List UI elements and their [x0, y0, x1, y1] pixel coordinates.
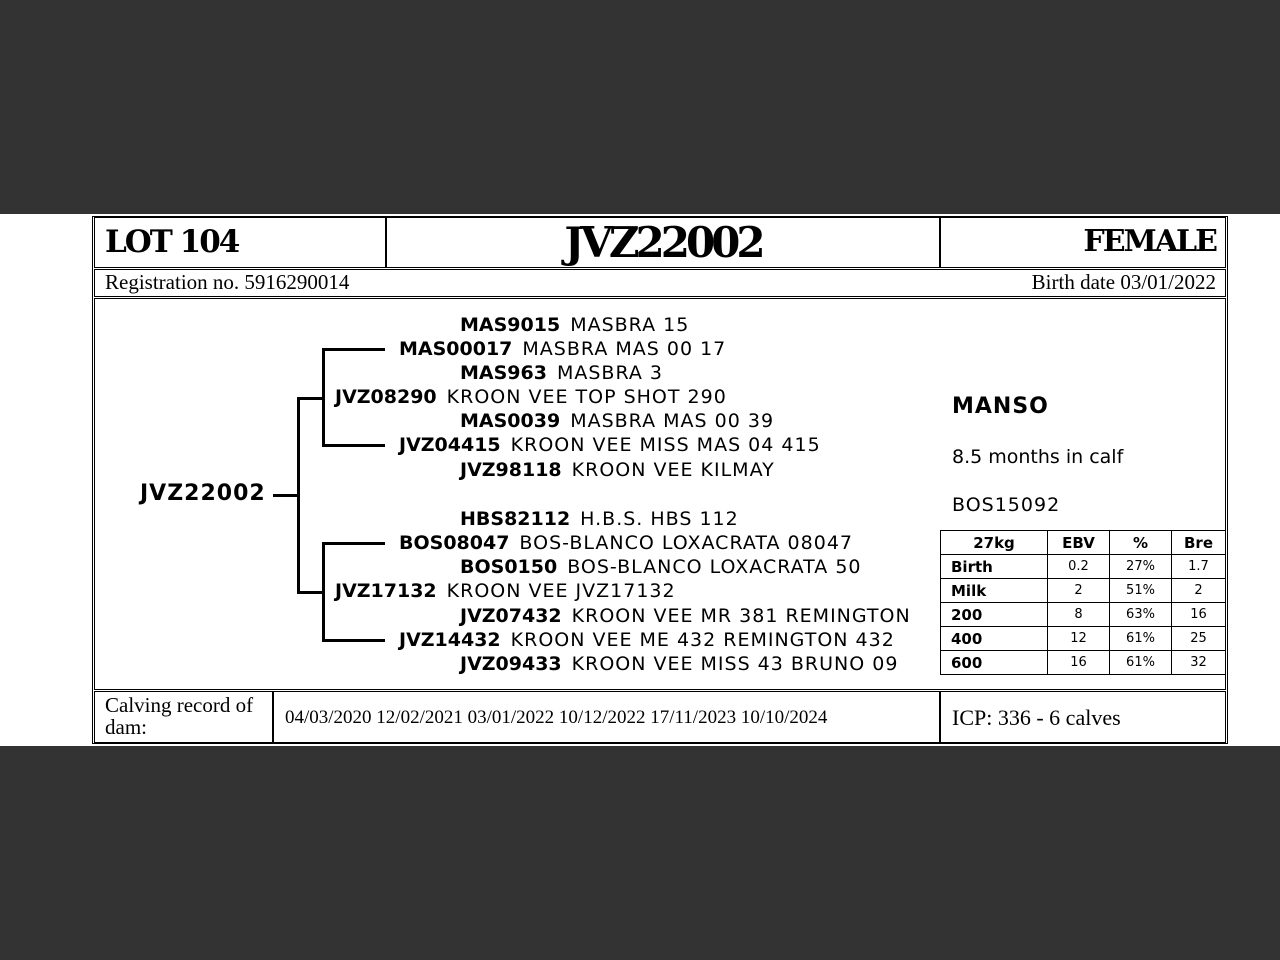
ebv-header-row [941, 531, 1226, 555]
sex-label: FEMALE [1083, 224, 1216, 259]
pedigree-entry: JVZ14432 KROON VEE ME 432 REMINGTON 432 [399, 629, 895, 651]
table-row [941, 627, 1226, 651]
pedigree-entry: MAS963 MASBRA 3 [460, 362, 664, 384]
ebv-trait: Birth [941, 555, 1048, 579]
registration-number: Registration no. 5916290014 [105, 270, 350, 294]
ebv-percent: 63% [1110, 603, 1172, 627]
ebv-percent: 51% [1110, 579, 1172, 603]
ebv-header-pct: % [1110, 531, 1172, 555]
ebv-trait: Milk [941, 579, 1048, 603]
pregnancy-status: 8.5 months in calf [952, 446, 1124, 468]
ebv-bre: 2 [1172, 579, 1226, 603]
sire-dam-bracket [297, 397, 300, 593]
sire-connector [297, 397, 323, 400]
ebv-percent: 27% [1110, 555, 1172, 579]
pedigree-entry: JVZ09433 KROON VEE MISS 43 BRUNO 09 [460, 653, 899, 675]
dam-sire-connector [322, 542, 385, 545]
ebv-trait: 400 [941, 627, 1048, 651]
table-row [941, 603, 1226, 627]
lot-sheet [0, 214, 1280, 746]
pedigree-entry: MAS9015 MASBRA 15 [460, 314, 690, 336]
icp-summary: ICP: 336 - 6 calves [952, 705, 1121, 730]
ebv-value: 12 [1048, 627, 1110, 651]
service-bull-name: MANSO [952, 394, 1049, 419]
calving-dates: 04/03/2020 12/02/2021 03/01/2022 10/12/2022 17/11/2023 10/10/2024 [285, 707, 828, 728]
ebv-trait: 600 [941, 651, 1048, 675]
pedigree-entry: HBS82112 H.B.S. HBS 112 [460, 508, 739, 530]
ebv-bre: 1.7 [1172, 555, 1226, 579]
sire-bracket [322, 348, 325, 446]
ebv-bre: 25 [1172, 627, 1226, 651]
pedigree-root: JVZ22002 [140, 481, 266, 506]
pedigree-entry: BOS08047 BOS-BLANCO LOXACRATA 08047 [399, 532, 854, 554]
sire-dam-connector [322, 444, 385, 447]
ebv-value: 8 [1048, 603, 1110, 627]
animal-id-title: JVZ22002 [564, 218, 762, 267]
ebv-bre: 32 [1172, 651, 1226, 675]
ebv-table [940, 530, 1226, 675]
dam-dam-connector [322, 639, 385, 642]
pedigree-entry: BOS0150 BOS-BLANCO LOXACRATA 50 [460, 556, 862, 578]
ebv-bre: 16 [1172, 603, 1226, 627]
pedigree-entry: JVZ04415 KROON VEE MISS MAS 04 415 [399, 434, 821, 456]
dam-connector [297, 591, 323, 594]
ebv-percent: 61% [1110, 651, 1172, 675]
dam-bracket [322, 542, 325, 641]
service-sire-code: BOS15092 [952, 494, 1061, 516]
ebv-header-bre: Bre [1172, 531, 1226, 555]
ebv-header-ebv: EBV [1048, 531, 1110, 555]
pedigree-entry: MAS0039 MASBRA MAS 00 39 [460, 410, 775, 432]
ebv-trait: 200 [941, 603, 1048, 627]
calving-record-label: Calving record of dam: [105, 693, 254, 739]
ebv-value: 0.2 [1048, 555, 1110, 579]
pedigree-entry: JVZ08290 KROON VEE TOP SHOT 290 [335, 386, 727, 408]
ebv-percent: 61% [1110, 627, 1172, 651]
pedigree-entry: MAS00017 MASBRA MAS 00 17 [399, 338, 727, 360]
sire-sire-connector [322, 348, 385, 351]
table-row [941, 651, 1226, 675]
ebv-header-weight: 27kg [941, 531, 1048, 555]
ebv-value: 2 [1048, 579, 1110, 603]
ebv-value: 16 [1048, 651, 1110, 675]
table-row [941, 555, 1226, 579]
birth-date: Birth date 03/01/2022 [1031, 270, 1216, 294]
pedigree-entry: JVZ17132 KROON VEE JVZ17132 [335, 580, 676, 602]
root-connector [273, 494, 297, 497]
table-row [941, 579, 1226, 603]
pedigree-entry: JVZ98118 KROON VEE KILMAY [460, 459, 775, 481]
lot-number: LOT 104 [105, 224, 239, 260]
pedigree-entry: JVZ07432 KROON VEE MR 381 REMINGTON [460, 605, 911, 627]
